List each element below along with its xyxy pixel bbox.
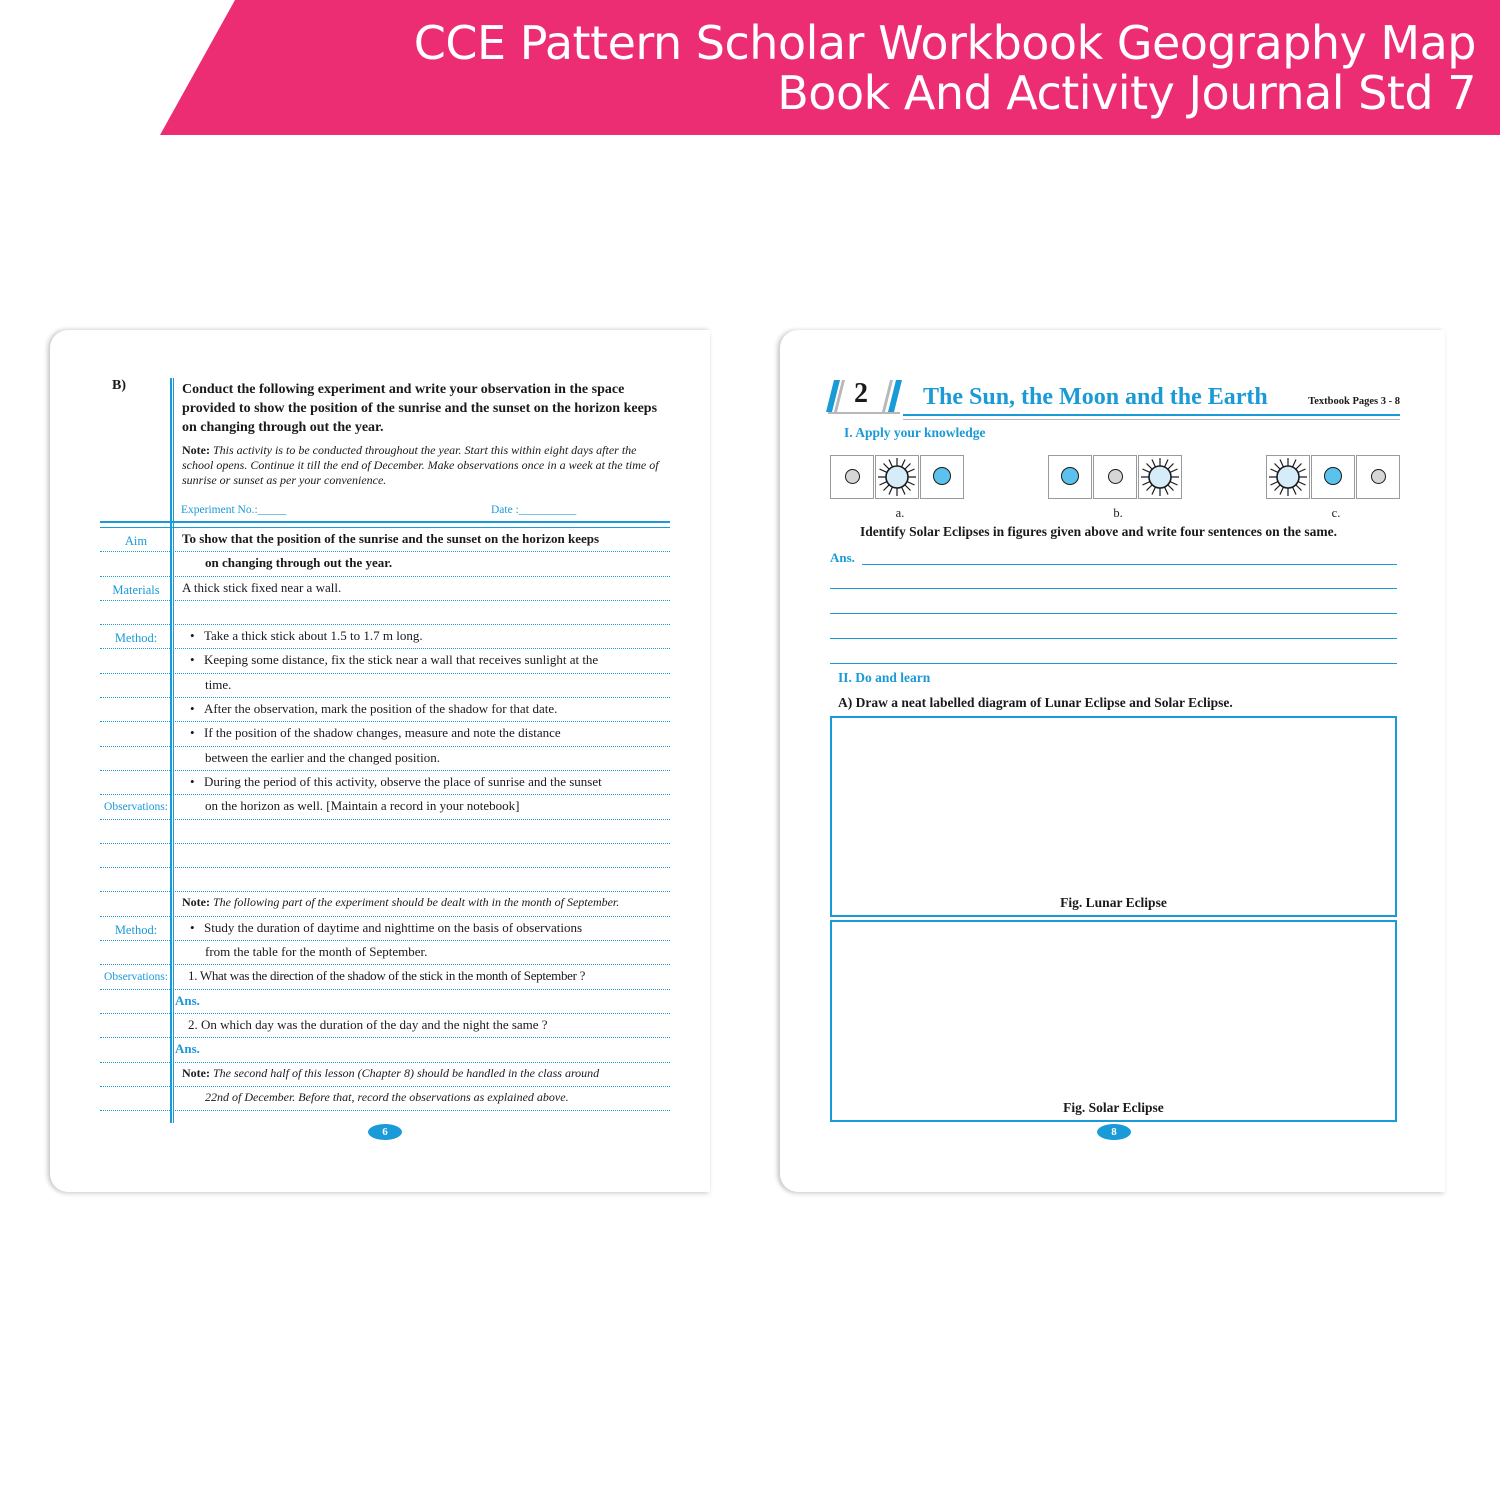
table-row xyxy=(100,698,670,722)
answer-line[interactable] xyxy=(830,638,1397,639)
method-step-cont: from the table for the month of September. xyxy=(205,944,428,960)
method-step: If the position of the shadow changes, measure and note the distance xyxy=(204,725,561,741)
answer-line[interactable] xyxy=(100,1038,670,1062)
chapter-badge xyxy=(828,378,898,412)
header-rule xyxy=(903,414,1400,420)
row-label-method: Method: xyxy=(114,631,158,646)
chapter-number: 2 xyxy=(854,378,868,409)
ans-label: Ans. xyxy=(175,992,200,1008)
note-label: Note: xyxy=(182,895,210,910)
question-text: Identify Solar Eclipses in figures given above and write four sentences on the same. xyxy=(860,524,1338,539)
experiment-meta xyxy=(181,504,581,516)
note-label: Note: xyxy=(182,443,210,457)
moon-icon xyxy=(1108,469,1123,484)
date-field: Date :__________ xyxy=(491,504,577,516)
observation-line[interactable] xyxy=(100,820,670,844)
moon-icon xyxy=(1371,469,1386,484)
table-row xyxy=(100,917,670,941)
table-row xyxy=(100,1014,670,1038)
table-row xyxy=(100,1063,670,1087)
earth-icon xyxy=(1061,467,1079,485)
table-row xyxy=(100,941,670,965)
table-row xyxy=(100,601,670,625)
answer-line[interactable] xyxy=(830,663,1397,664)
table-row xyxy=(100,528,670,552)
lunar-eclipse-caption: Fig. Lunar Eclipse xyxy=(1060,895,1167,910)
activity-note xyxy=(182,443,667,488)
answer-line[interactable] xyxy=(830,613,1397,614)
note-text: This activity is to be conducted throughout the year. Start this within eight days after the school opens. Continue it till the end of December. Make observations once in a week at the time of sunrise or sunset as per your convenience. xyxy=(182,443,659,487)
textbook-pages: Textbook Pages 3 - 8 xyxy=(1308,396,1400,407)
answer-line[interactable] xyxy=(100,990,670,1014)
method-step-cont: time. xyxy=(205,676,232,692)
page-number: 6 xyxy=(368,1124,402,1140)
row-label-method: Method: xyxy=(114,922,158,937)
experiment-table xyxy=(100,528,670,1111)
september-note: The following part of the experiment should be dealt with in the month of September. xyxy=(212,895,620,910)
earth-icon xyxy=(1324,467,1342,485)
section-label: B) xyxy=(112,378,126,393)
method-step: During the period of this activity, observe the place of sunrise and the sunset xyxy=(204,773,602,789)
lunar-eclipse-drawing-area[interactable] xyxy=(830,716,1397,917)
banner-title-line1: CCE Pattern Scholar Workbook Geography Map xyxy=(413,16,1476,70)
banner-title-line2: Book And Activity Journal Std 7 xyxy=(777,66,1476,120)
bullet-icon: • xyxy=(190,652,195,668)
materials-text: A thick stick fixed near a wall. xyxy=(182,579,342,595)
experiment-no-field: Experiment No.:_____ xyxy=(181,504,287,516)
section-heading-apply: I. Apply your knowledge xyxy=(844,425,986,440)
table-row xyxy=(100,1087,670,1111)
table-row xyxy=(100,649,670,673)
table-row xyxy=(100,674,670,698)
section-heading-do-learn: II. Do and learn xyxy=(838,670,931,685)
answer-line[interactable] xyxy=(862,564,1397,565)
method-step: Keeping some distance, fix the stick near a wall that receives sunlight at the xyxy=(204,652,599,668)
observation-line[interactable] xyxy=(100,868,670,892)
page-number: 8 xyxy=(1097,1124,1131,1140)
moon-icon xyxy=(845,469,860,484)
figure-caption: c. xyxy=(1331,506,1341,520)
december-note-cont: 22nd of December. Before that, record the observations as explained above. xyxy=(205,1089,569,1104)
answer-line[interactable] xyxy=(830,588,1397,589)
aim-text-cont: on changing through out the year. xyxy=(205,555,393,571)
eclipse-figures xyxy=(830,455,1400,525)
table-row xyxy=(100,625,670,649)
row-label-observations: Observations: xyxy=(104,801,168,814)
method-step-cont: on the horizon as well. [Maintain a record in your notebook] xyxy=(205,798,520,814)
observation-line[interactable] xyxy=(100,844,670,868)
solar-eclipse-drawing-area[interactable] xyxy=(830,920,1397,1122)
bullet-icon: • xyxy=(190,773,195,789)
banner-title xyxy=(276,18,1476,118)
figure-caption: a. xyxy=(895,506,905,520)
sun-icon xyxy=(1139,456,1181,498)
activity-intro xyxy=(182,380,667,488)
table-row xyxy=(100,965,670,989)
question-1: 1. What was the direction of the shadow of the stick in the month of September ? xyxy=(188,968,586,984)
earth-icon xyxy=(933,467,951,485)
december-note: The second half of this lesson (Chapter 8) should be handled in the class around xyxy=(212,1065,600,1080)
left-page xyxy=(50,330,710,1192)
bullet-icon: • xyxy=(190,628,195,644)
bullet-icon: • xyxy=(190,919,195,935)
bullet-icon: • xyxy=(190,725,195,741)
question-2: 2. On which day was the duration of the day and the night the same ? xyxy=(188,1016,548,1032)
method-step: Study the duration of daytime and nighttime on the basis of observations xyxy=(204,919,583,935)
table-row xyxy=(100,771,670,795)
method-step: After the observation, mark the position of the shadow for that date. xyxy=(204,701,558,717)
double-rule xyxy=(100,521,670,528)
table-row xyxy=(100,795,670,819)
sun-icon xyxy=(876,456,918,498)
title-banner xyxy=(0,0,1500,135)
sun-icon xyxy=(1267,456,1309,498)
note-label: Note: xyxy=(182,1065,210,1080)
table-row xyxy=(100,722,670,746)
table-row xyxy=(100,892,670,916)
ans-label: Ans. xyxy=(830,550,855,565)
activity-instruction: Conduct the following experiment and write your observation in the space provided to show the position of the sunrise and the sunset on the horizon keeps on changing through out the year. xyxy=(182,382,658,435)
draw-question: A) Draw a neat labelled diagram of Lunar Eclipse and Solar Eclipse. xyxy=(838,695,1233,710)
table-row xyxy=(100,552,670,576)
method-step-cont: between the earlier and the changed position. xyxy=(205,749,440,765)
method-step: Take a thick stick about 1.5 to 1.7 m long. xyxy=(204,628,423,644)
bullet-icon: • xyxy=(190,701,195,717)
figure-caption: b. xyxy=(1113,506,1123,520)
ans-label: Ans. xyxy=(175,1041,200,1057)
row-label-aim: Aim xyxy=(124,534,148,548)
right-page xyxy=(780,330,1445,1192)
row-label-materials: Materials xyxy=(112,582,160,597)
table-row xyxy=(100,577,670,601)
row-label-observations: Observations: xyxy=(104,971,168,984)
chapter-header xyxy=(828,378,1400,418)
solar-eclipse-caption: Fig. Solar Eclipse xyxy=(1063,1100,1164,1115)
chapter-title: The Sun, the Moon and the Earth xyxy=(923,384,1268,410)
table-row xyxy=(100,747,670,771)
aim-text: To show that the position of the sunrise and the sunset on the horizon keeps xyxy=(182,531,600,546)
